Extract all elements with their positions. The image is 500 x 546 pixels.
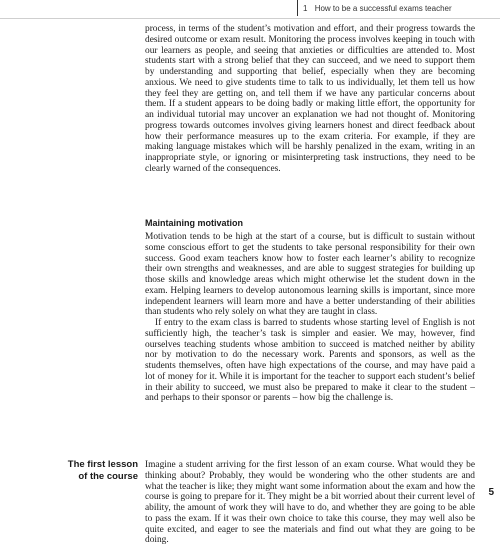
- body-paragraph: If entry to the exam class is barred to students whose starting level of English is not sufficiently high, the teacher’s task is simpler and easier. We may, however, find ourselves teaching students whose ambition to succeed is matched neither by ability nor by motivation to do the necessary work. Parents and sponsors, as well as the students themselves, often have high expectations of the course, and may have paid a lot of money for it. While it is important for the teacher to support each student’s belief in their ability to succeed, we must also be prepared to make it clear to the student – and perhaps to their sponsor or parents – how big the challenge is.: [145, 318, 475, 404]
- header-rule: [0, 18, 500, 19]
- body-paragraph: Motivation tends to be high at the start of a course, but is difficult to sustain without some conscious effort to get the students to take personal responsibility for their own success. Good exam teachers know how to foster each learner’s ability to recognize their own strengths and weaknesses, and are able to suggest strategies for building up those skills and knowledge areas which might otherwise let the student down in the exam. Helping learners to develop autonomous learning skills is important, since more independent learners will learn more and have a better understanding of their abilities than students who rely solely on what they are taught in class.: [145, 232, 475, 318]
- running-head-text: [303, 4, 452, 13]
- chapter-number: 1: [303, 4, 308, 13]
- margin-heading-line: The first lesson: [67, 459, 138, 470]
- intro-block: [145, 24, 475, 175]
- margin-heading-line: of the course: [78, 471, 138, 482]
- section-heading: Maintaining motivation: [145, 218, 243, 228]
- margin-heading: [60, 459, 138, 483]
- body-paragraph: Imagine a student arriving for the first lesson of an exam course. What would they be thinking about? Probably, they would be wondering who the other students are and what the teacher is like; they might want some information about the exam and how the course is going to prepare for it. They might be a bit worried about their current level of ability, the amount of work they will have to do, and whether they are going to be able to pass the exam. If it was their own choice to take this course, they may well also be quite excited, and eager to see the materials and find out what they are going to be doing.: [145, 460, 475, 546]
- section-motivation: [145, 218, 475, 404]
- running-head: [0, 0, 500, 20]
- chapter-title: How to be a successful exams teacher: [314, 4, 452, 13]
- header-divider: [297, 0, 298, 16]
- section-first-lesson: [145, 460, 475, 546]
- page-number: 5: [488, 487, 494, 498]
- intro-paragraph: process, in terms of the student’s motivation and effort, and their progress towards the desired outcome or exam result. Monitoring the process involves keeping in touch with our learners as people, and seeing that anxieties or difficulties are attended to. Most students start with a strong belief that they can succeed, and we need to support them by understanding and supporting that belief, especially when they are becoming anxious. We need to give students time to talk to us individually, let them tell us how they feel they are getting on, and tell them if we have any particular concerns about them. If a student appears to be doing badly or making little effort, the opportunity for an individual tutorial may uncover an explanation we had not thought of. Monitoring progress towards outcomes involves giving learners honest and direct feedback about how their performance measures up to the exam criteria. For example, if they are making language mistakes which will be harshly penalized in the exam, writing in an inappropriate style, or ignoring or misinterpreting task instructions, they need to be clearly warned of the consequences.: [145, 24, 475, 174]
